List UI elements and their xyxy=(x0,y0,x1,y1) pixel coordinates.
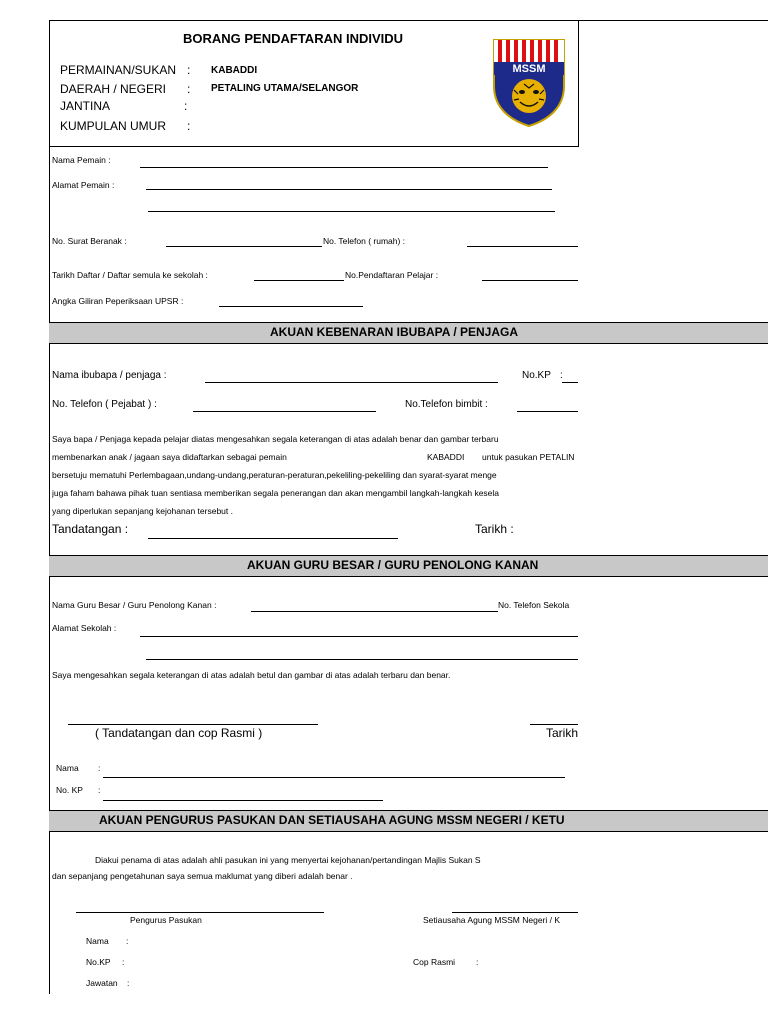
field-label-permainan: PERMAINAN/SUKAN xyxy=(60,63,177,77)
label-cop-rasmi: Cop Rasmi xyxy=(413,957,456,967)
label-telefon-bimbit: No.Telefon bimbit : xyxy=(405,399,488,410)
section-heading-team xyxy=(49,810,768,832)
field-colon-permainan: : xyxy=(187,63,191,77)
label-tandatangan-penjaga: Tandatangan : xyxy=(52,522,129,536)
input-surat-beranak[interactable] xyxy=(166,246,322,247)
team-para-line-2: dan sepanjang pengetahunan saya semua maklumat yang diberi adalah benar . xyxy=(52,871,353,881)
field-label-jantina: JANTINA xyxy=(60,99,111,113)
input-nama-penjaga[interactable] xyxy=(205,382,498,383)
logo-text: MSSM xyxy=(512,63,546,75)
form-title: BORANG PENDAFTARAN INDIVIDU xyxy=(183,31,404,46)
label-tarikh-penjaga: Tarikh : xyxy=(475,522,514,536)
input-nama-guru[interactable] xyxy=(103,777,565,778)
label-no-pendaftaran: No.Pendaftaran Pelajar : xyxy=(345,270,439,280)
colon-nama-guru: : xyxy=(98,763,101,773)
input-nama-pemain[interactable] xyxy=(140,167,548,168)
colon-kp-guru: : xyxy=(98,785,101,795)
input-no-pendaftaran[interactable] xyxy=(482,280,578,281)
colon-cop-rasmi: : xyxy=(476,957,479,967)
team-para-line-1: Diakui penama di atas adalah ahli pasukan ini yang menyertai kejohanan/pertandingan Majlis Sukan S xyxy=(95,855,481,865)
field-colon-kumpulan: : xyxy=(187,119,191,133)
headmaster-statement: Saya mengesahkan segala keterangan di atas adalah betul dan gambar di atas adalah terbaru dan benar. xyxy=(52,670,451,680)
field-colon-daerah: : xyxy=(187,82,191,96)
label-upsr: Angka Giliran Peperiksaan UPSR : xyxy=(52,296,184,306)
input-nama-guru-besar[interactable] xyxy=(251,611,498,612)
input-alamat-sekolah-2[interactable] xyxy=(146,659,578,660)
label-nama-penjaga: Nama ibubapa / penjaga : xyxy=(52,370,167,381)
section-heading-parent xyxy=(49,322,768,344)
input-upsr[interactable] xyxy=(219,306,363,307)
section-heading-team-text: AKUAN PENGURUS PASUKAN DAN SETIAUSAHA AGUNG MSSM NEGERI / KETU xyxy=(99,813,565,827)
frame-left xyxy=(49,20,50,994)
input-tandatangan-setiausaha[interactable] xyxy=(452,912,578,913)
parent-para-line-1: Saya bapa / Penjaga kepada pelajar diatas mengesahkan segala keterangan di atas adalah benar dan gambar terbaru xyxy=(52,434,499,444)
header-bottom-border xyxy=(49,146,579,147)
input-tandatangan-penjaga[interactable] xyxy=(148,538,398,539)
mssm-logo xyxy=(490,36,568,128)
input-alamat-pemain-1[interactable] xyxy=(146,189,552,190)
parent-para-line-2 xyxy=(52,448,592,466)
section-heading-headmaster-text: AKUAN GURU BESAR / GURU PENOLONG KANAN xyxy=(247,558,539,572)
field-label-daerah: DAERAH / NEGERI xyxy=(60,82,167,96)
section-heading-headmaster xyxy=(49,555,768,577)
parent-para-line-5: yang diperlukan sepanjang kejohanan tersebut . xyxy=(52,506,233,516)
field-value-daerah: PETALING UTAMA/SELANGOR xyxy=(211,83,359,94)
parent-para-line-2b: KABADDI xyxy=(427,452,465,462)
field-label-kumpulan: KUMPULAN UMUR xyxy=(60,119,167,133)
input-tandatangan-pengurus[interactable] xyxy=(76,912,324,913)
colon-kp-penjaga: : xyxy=(560,370,563,381)
input-kp-guru[interactable] xyxy=(103,800,383,801)
label-alamat-sekolah: Alamat Sekolah : xyxy=(52,623,117,633)
label-kp-pengurus: No.KP xyxy=(86,957,111,967)
header-right-border xyxy=(578,20,579,147)
label-setiausaha-agung: Setiausaha Agung MSSM Negeri / K xyxy=(423,915,561,925)
label-tandatangan-cop: ( Tandatangan dan cop Rasmi ) xyxy=(95,726,263,740)
label-surat-beranak: No. Surat Beranak : xyxy=(52,236,127,246)
colon-kp-pengurus: : xyxy=(122,957,125,967)
label-pengurus-pasukan: Pengurus Pasukan xyxy=(130,915,202,925)
label-nama-pengurus: Nama xyxy=(86,936,109,946)
input-telefon-pejabat[interactable] xyxy=(193,411,376,412)
input-telefon-rumah[interactable] xyxy=(467,246,578,247)
label-nama-guru: Nama xyxy=(56,763,79,773)
parent-para-line-2a: membenarkan anak / jagaan saya didaftarkan sebagai pemain xyxy=(52,452,287,462)
label-telefon-rumah: No. Telefon ( rumah) : xyxy=(323,236,406,246)
parent-para-line-4: juga faham bahawa pihak tuan sentiasa memberikan segala penerangan dan akan mengambil langkah-langkah kesela xyxy=(52,488,500,498)
frame-top xyxy=(49,20,768,21)
label-jawatan-pengurus: Jawatan xyxy=(86,978,118,988)
input-tarikh-guru[interactable] xyxy=(530,724,578,725)
label-alamat-pemain: Alamat Pemain : xyxy=(52,180,115,190)
input-alamat-sekolah-1[interactable] xyxy=(140,636,578,637)
label-telefon-sekolah: No. Telefon Sekola xyxy=(498,600,570,610)
input-kp-penjaga[interactable] xyxy=(562,382,578,383)
input-alamat-pemain-2[interactable] xyxy=(148,211,555,212)
section-heading-parent-text: AKUAN KEBENARAN IBUBAPA / PENJAGA xyxy=(270,325,519,339)
input-telefon-bimbit[interactable] xyxy=(517,411,578,412)
colon-jawatan-pengurus: : xyxy=(127,978,130,988)
input-tandatangan-guru[interactable] xyxy=(68,724,318,725)
parent-para-line-3: bersetuju mematuhi Perlembagaan,undang-undang,peraturan-peraturan,pekeliling-pekeliling dan syarat-syarat menge xyxy=(52,470,497,480)
label-tarikh-guru: Tarikh xyxy=(546,726,579,740)
label-tarikh-daftar: Tarikh Daftar / Daftar semula ke sekolah : xyxy=(52,270,208,280)
field-value-permainan: KABADDI xyxy=(211,65,258,76)
label-kp-penjaga: No.KP xyxy=(522,370,551,381)
label-nama-guru-besar: Nama Guru Besar / Guru Penolong Kanan : xyxy=(52,600,217,610)
parent-declaration-text xyxy=(52,430,592,520)
label-nama-pemain: Nama Pemain : xyxy=(52,155,111,165)
label-kp-guru: No. KP xyxy=(56,785,83,795)
label-telefon-pejabat: No. Telefon ( Pejabat ) : xyxy=(52,399,157,410)
parent-para-line-2c: untuk pasukan PETALIN xyxy=(482,452,575,462)
input-tarikh-daftar[interactable] xyxy=(254,280,344,281)
colon-nama-pengurus: : xyxy=(126,936,129,946)
field-colon-jantina: : xyxy=(184,99,188,113)
